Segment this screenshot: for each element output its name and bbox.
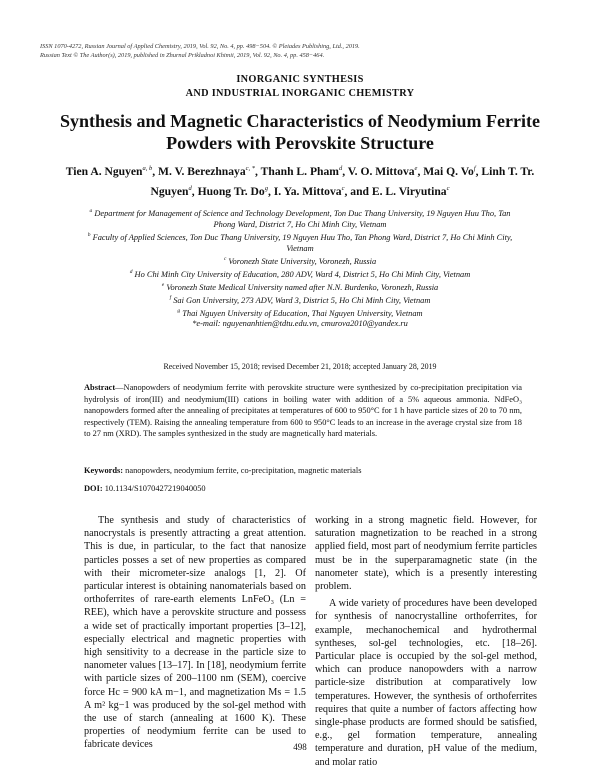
- author-affiliation-mark: g: [264, 184, 268, 192]
- author-name: E. L. Viryutina: [371, 184, 447, 198]
- keywords-label: Keywords:: [84, 466, 124, 475]
- affiliation: [80, 206, 520, 230]
- journal-header-line: Russian Text © The Author(s), 2019, published in Zhurnal Prikladnoi Khimii, 2019, Vol. 92, No. 4, pp. 458−464.: [40, 51, 325, 59]
- doi: [84, 484, 522, 493]
- affiliation: [80, 230, 520, 254]
- author-name: Mai Q. Vo: [423, 164, 474, 178]
- author-list: Tien A. Nguyen$^{a, b}$, M. V. Berezhnaya$^{c, *}$, Thanh L. Pham$^d$, V. O. Mittova$^e$, Mai Q. Vo$^f$, Linh T. Tr. Nguyen$^d$, Huong Tr. Do$^g$, I. Ya. Mittova$^c$, and E. L. Viryutina$^c$: [65, 164, 535, 198]
- affiliation-mark: a: [89, 208, 93, 214]
- author-affiliation-mark: d: [188, 184, 192, 192]
- affiliation-mark: e: [161, 281, 165, 288]
- affiliation: [80, 318, 520, 329]
- keywords: [84, 466, 522, 475]
- abstract-text: —Nanopowders of neodymium ferrite with perovskite structure were synthesized by co-precipitation precipitation via hydrolysis of iron(III) and neodymium(III) cations in boiling water with addition of a 5% aqueous ammonia. NdFeO₃ nanopowders formed after the annealing of precipitates at temperatures of 600 to 950°C for 1 h have particle sizes of 20 to 70 nm, respectively (TEM). Raising the annealing temperature from 600 to 950°C leads to an increase in the average crystal size from 18 to 27 nm (XRD). The samples synthesized in the study are magnetically hard materials.: [84, 383, 522, 438]
- affiliation: [80, 267, 520, 280]
- doi-link[interactable]: 10.1134/S1070427219040050: [104, 484, 206, 493]
- affiliation-mark: f: [169, 294, 172, 301]
- author-name: Linh T. Tr. Nguyen: [150, 164, 535, 198]
- body-paragraph: The synthesis and study of characteristics of nanocrystals is presently attracting a great attention. This is due, in particular, to the fact that nanosize particles posses a set of new properties as compared with their micrometer-size analogs [1, 2]. Of particular interest is obtaining nanomaterials based on orthoferrites of rare-earth elements LnFeO₃ (Ln = REE), which have a perovskite structure and possess a wide set of practically important properties [3–12], especially electrical and magnetic properties with high sensitivity to a decrease in the particle size to nanometer values [13–17]. In [18], neodymium ferrite with particle sizes of 200–1100 nm (SEM), coercive force Hc = 900 kA m−1, and magnetization Ms = 1.5 A m² kg−1 was produced by the sol-gel method with the use of starch (annealing at 1600 K). These properties of neodymium ferrite can be used to fabricate devices: [84, 515, 306, 751]
- affiliation: [80, 306, 520, 319]
- affiliation-text: *e-mail: nguyenanhtien@tdtu.edu.vn, cmurova2010@yandex.ru: [192, 319, 408, 329]
- affiliation: [80, 280, 520, 293]
- affiliation-text: Voronezh State Medical University named after N.N. Burdenko, Voronezh, Russia: [166, 282, 439, 292]
- doi-label: DOI:: [84, 484, 103, 493]
- author-affiliation-mark: c, *: [245, 165, 256, 172]
- affiliation: [80, 293, 520, 306]
- section-heading: AND INDUSTRIAL INORGANIC CHEMISTRY: [185, 88, 415, 99]
- abstract: [84, 382, 522, 440]
- affiliation: [80, 254, 520, 267]
- author-affiliation-mark: a, b: [142, 165, 153, 172]
- journal-header-line: ISSN 1070-4272, Russian Journal of Applied Chemistry, 2019, Vol. 92, No. 4, pp. 498−504. © Pleiades Publishing, Ltd., 2019.: [40, 43, 360, 50]
- affiliation-mark: d: [129, 268, 133, 275]
- affiliation-mark: g: [177, 307, 181, 314]
- author-affiliation-mark: c: [446, 184, 450, 192]
- author-name: I. Ya. Mittova: [273, 184, 342, 198]
- section-heading: INORGANIC SYNTHESIS: [236, 74, 364, 85]
- author-name: M. V. Berezhnaya: [158, 164, 246, 178]
- affiliation-mark: b: [87, 231, 91, 238]
- author-name: Tien A. Nguyen: [65, 164, 143, 178]
- affiliation-text: Thai Nguyen University of Education, Thai Nguyen University, Vietnam: [182, 308, 423, 318]
- received-dates: Received November 15, 2018; revised December 21, 2018; accepted January 28, 2019: [163, 362, 437, 371]
- journal-header: [40, 43, 560, 60]
- body-paragraph: A wide variety of procedures have been developed for synthesis of nanocrystalline orthoferrites, for example, mechanochemical and hydrothermal syntheses, sol-gel technologies, etc. [18–26]. Particular place is occupied by the sol-gel method, which can produce nanopowders with a narrow particle-size distribution at comparatively low temperatures. However, the synthesis of orthoferrites requires that quite a number of factors affecting how single-phase products are formed should be satisfied, e.g., gel formation temperature, annealing temperature and duration, pH value of the medium, and molar ratio: [315, 598, 537, 768]
- body-column-left: [84, 514, 306, 752]
- author-affiliation-mark: c: [341, 184, 345, 192]
- affiliation-text: Department for Management of Science and Technology Development, Ton Duc Thang University, 19 Nguyen Huu Tho, Tan Phong Ward, District 7, Ho Chi Minh City, Vietnam: [94, 208, 511, 229]
- author-affiliation-mark: e: [414, 165, 418, 172]
- affiliation-text: Sai Gon University, 273 ADV, Ward 3, District 5, Ho Chi Minh City, Vietnam: [173, 295, 431, 305]
- author-name: Huong Tr. Do: [197, 184, 265, 198]
- keywords-text: nanopowders, neodymium ferrite, co-precipitation, magnetic materials: [125, 466, 362, 475]
- author-name: Thanh L. Pham: [260, 164, 339, 178]
- author-affiliation-mark: d: [338, 165, 343, 172]
- affiliation-mark: c: [223, 255, 227, 262]
- affiliation-text: Faculty of Applied Sciences, Ton Duc Thang University, 19 Nguyen Huu Tho, Tan Phong Ward, District 7, Ho Chi Minh City, Vietnam: [92, 232, 513, 253]
- abstract-label: Abstract: [84, 383, 116, 392]
- body-paragraph: working in a strong magnetic field. However, for saturation magnetization to be reached in a strong applied field, most part of neodymium ferrite particles must be in the superparamagnetic state (in the nanometer state), which is a presently interesting problem.: [315, 515, 537, 593]
- affiliation-list: [80, 206, 520, 330]
- author-name: V. O. Mittova: [347, 164, 415, 178]
- body-column-right: [315, 514, 537, 769]
- page-number: 498: [293, 742, 307, 752]
- author-affiliation-mark: f: [473, 165, 476, 172]
- paper-title: Synthesis and Magnetic Characteristics of Neodymium Ferrite Powders with Perovskite Structure: [60, 111, 540, 153]
- affiliation-text: Voronezh State University, Voronezh, Russia: [228, 256, 377, 266]
- affiliation-text: Ho Chi Minh City University of Education, 280 ADV, Ward 4, District 5, Ho Chi Minh City, Vietnam: [134, 269, 471, 279]
